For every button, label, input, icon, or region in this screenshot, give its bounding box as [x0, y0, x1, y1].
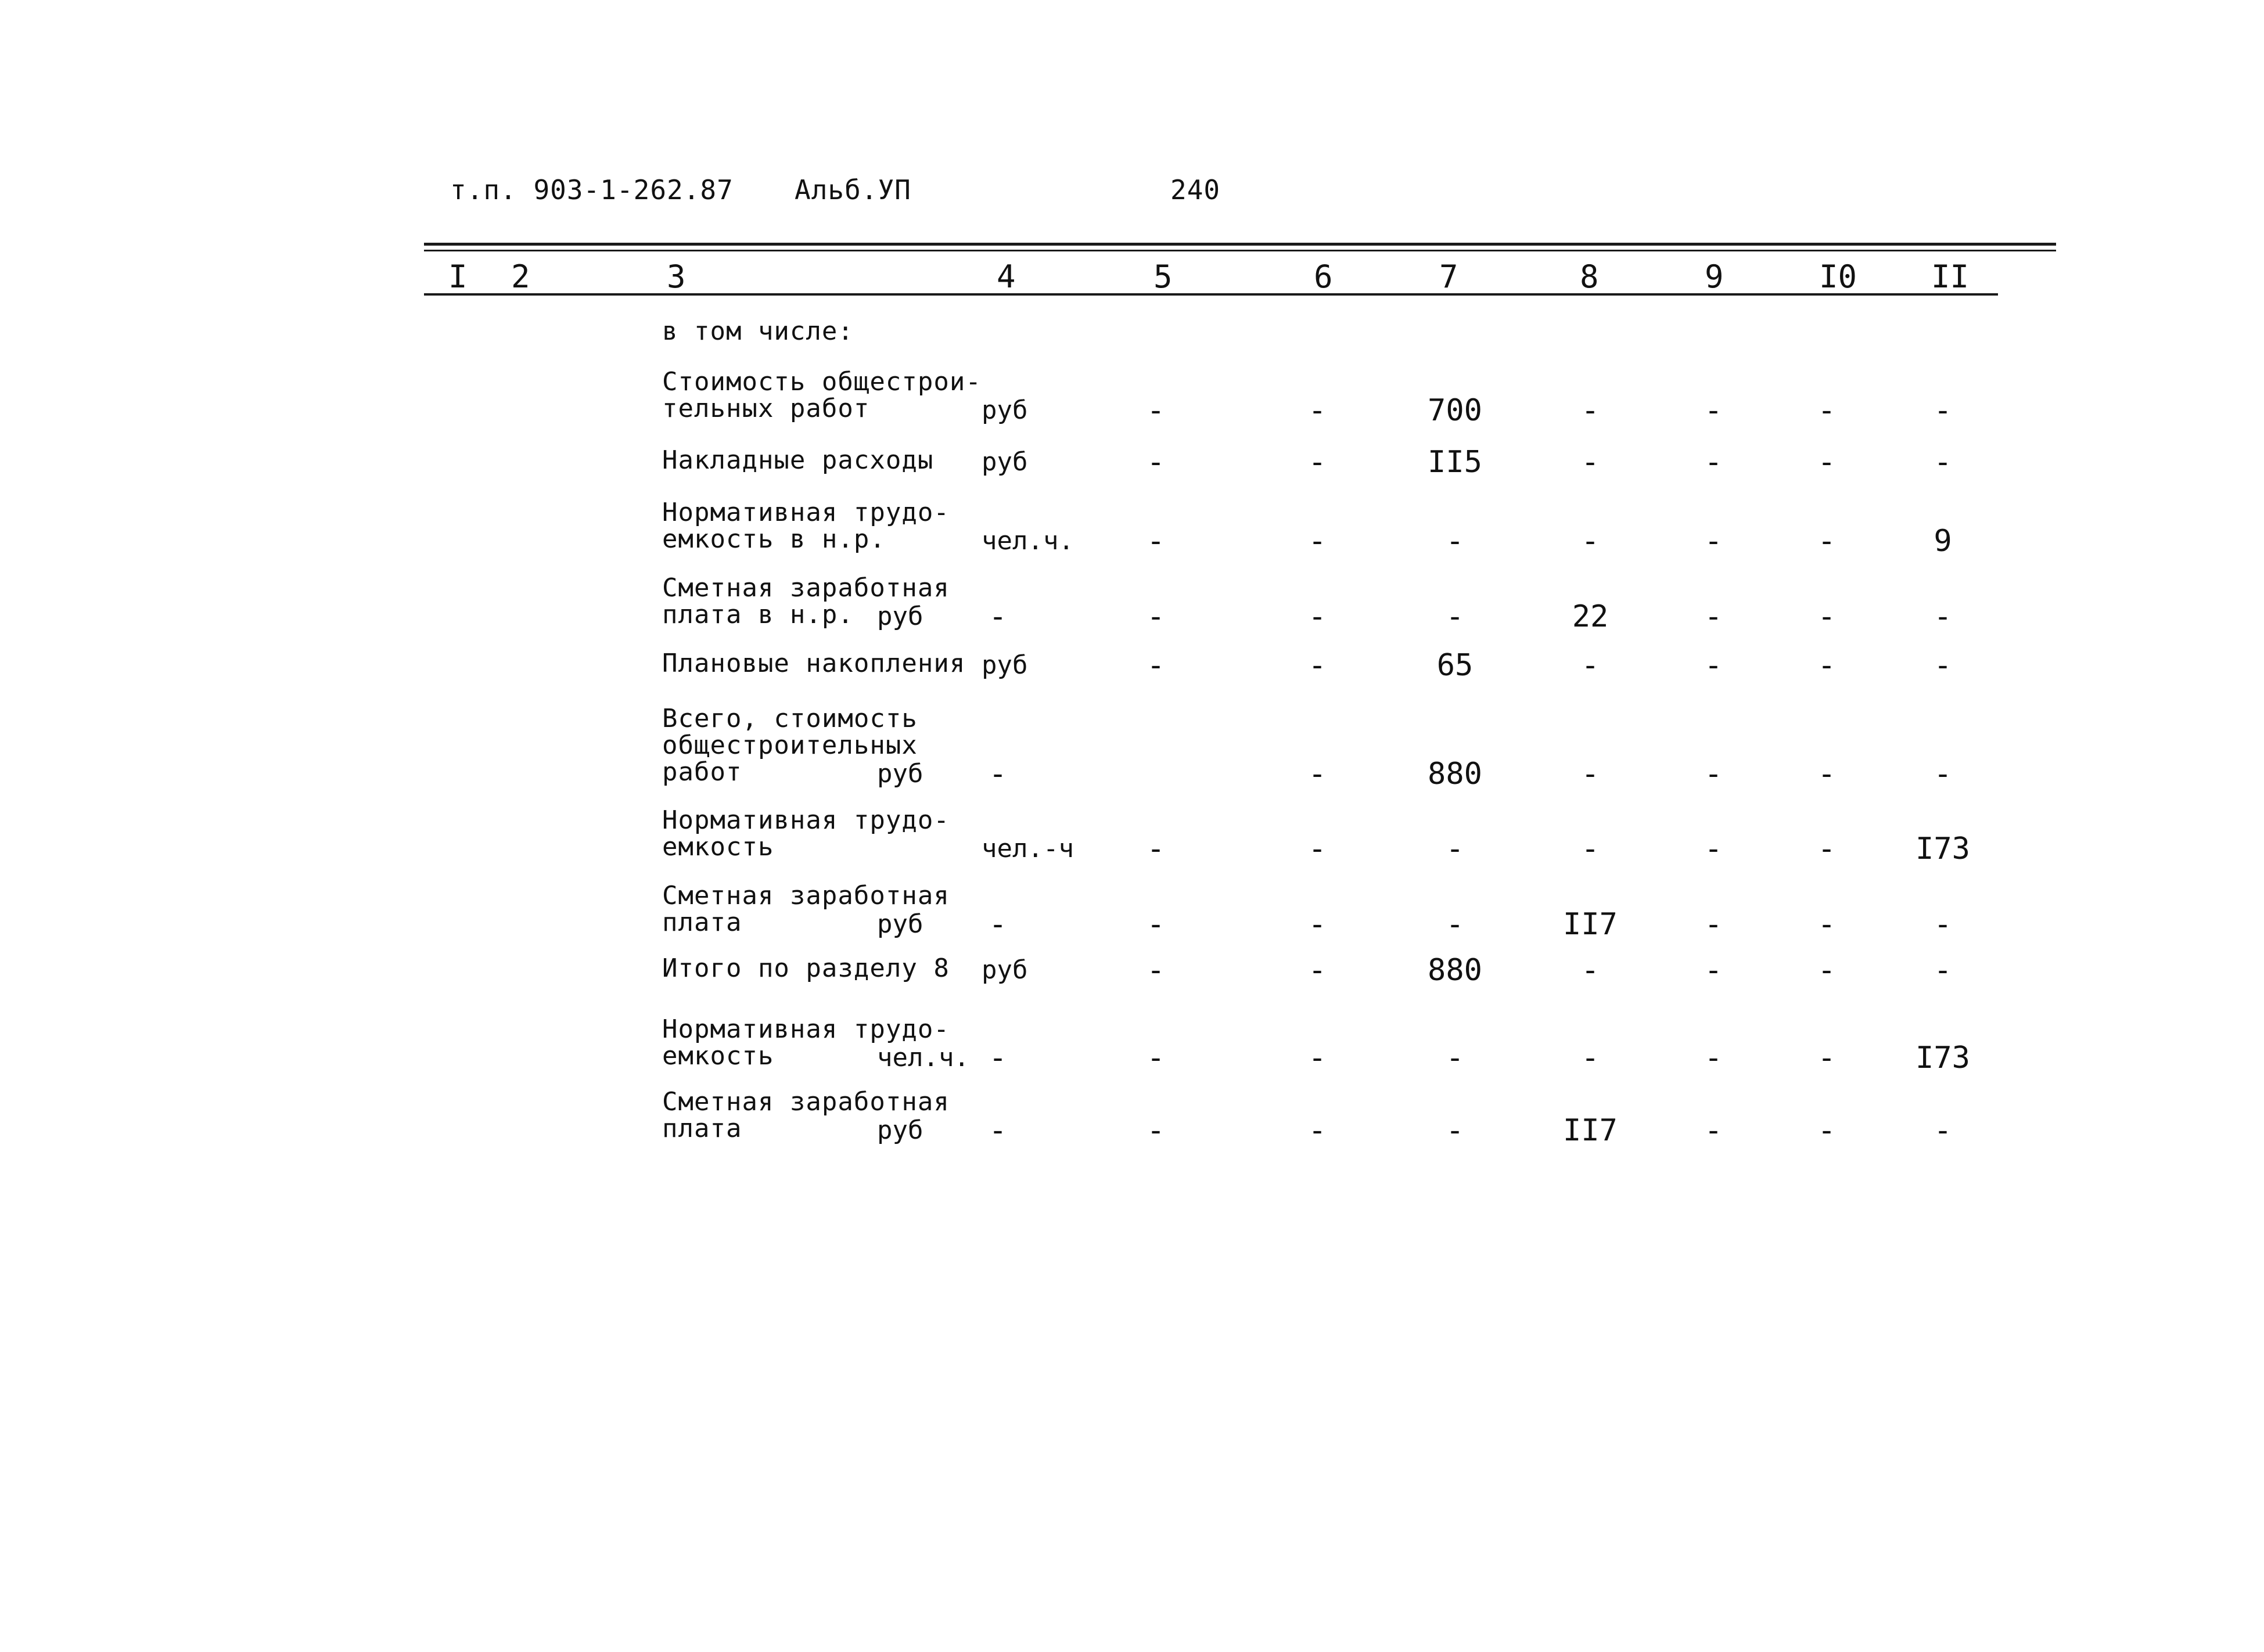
table-cell: - — [1934, 757, 1952, 791]
row-unit: чел.-ч — [982, 834, 1074, 863]
table-cell: - — [1147, 1113, 1165, 1148]
column-number: I — [448, 258, 468, 295]
table-cell: - — [1817, 757, 1836, 791]
table-cell: - — [1581, 1041, 1600, 1075]
table-cell-col4: - — [989, 1041, 1007, 1075]
table-cell: - — [1704, 393, 1723, 428]
table-cell: - — [1817, 393, 1836, 428]
row-description-line: емкость — [662, 1041, 774, 1071]
row-unit: руб — [982, 955, 1028, 985]
table-cell: - — [1147, 953, 1165, 988]
column-number: 4 — [997, 258, 1016, 295]
table-cell: - — [1704, 757, 1723, 791]
table-top-rule-secondary — [424, 250, 2056, 251]
table-cell: - — [1704, 832, 1723, 866]
row-description — [662, 369, 982, 422]
table-cell: - — [1308, 648, 1327, 683]
table-cell-col4: - — [989, 1113, 1007, 1148]
column-number: 2 — [511, 258, 530, 295]
row-description-line: плата в н.р. — [662, 600, 854, 629]
column-number: I0 — [1819, 258, 1857, 295]
table-cell: - — [1704, 524, 1723, 559]
album-label: Альб.УП — [795, 174, 911, 206]
table-cell: - — [1581, 648, 1600, 683]
row-description-line: работ — [662, 757, 742, 787]
table-cell: - — [1446, 599, 1464, 634]
row-description-line: Нормативная трудо- — [662, 498, 950, 527]
table-cell: I73 — [1916, 832, 1970, 866]
table-cell: I73 — [1916, 1041, 1970, 1075]
row-description — [662, 447, 933, 474]
table-cell: - — [1934, 393, 1952, 428]
table-cell-col4: - — [989, 757, 1007, 791]
row-description-line: Стоимость общестрои- — [662, 367, 982, 397]
row-description — [662, 499, 950, 553]
table-cell: 880 — [1428, 953, 1482, 988]
table-cell: - — [1704, 953, 1723, 988]
table-cell: - — [1817, 907, 1836, 942]
row-description-line: Плановые накопления — [662, 649, 966, 678]
table-cell: - — [1817, 1041, 1836, 1075]
table-cell: - — [1147, 599, 1165, 634]
row-description-line: емкость — [662, 832, 774, 862]
table-cell: - — [1704, 445, 1723, 480]
table-cell: - — [1147, 648, 1165, 683]
row-description — [662, 650, 965, 677]
table-cell: - — [1446, 907, 1464, 942]
row-description-line: Итого по разделу 8 — [662, 953, 950, 983]
column-number: 5 — [1153, 258, 1173, 295]
row-unit: руб — [982, 447, 1028, 477]
row-unit: руб — [877, 759, 923, 789]
table-top-rule — [424, 243, 2056, 246]
table-cell: - — [1704, 599, 1723, 634]
table-cell: II7 — [1563, 1113, 1618, 1148]
table-cell: - — [1817, 832, 1836, 866]
table-cell: - — [1308, 1041, 1327, 1075]
table-cell: - — [1581, 445, 1600, 480]
table-cell: 22 — [1572, 599, 1609, 634]
table-cell: - — [1147, 393, 1165, 428]
table-cell: - — [1308, 445, 1327, 480]
table-cell: - — [1446, 1041, 1464, 1075]
row-description — [662, 807, 950, 861]
document-code: т.п. 903-1-262.87 — [450, 174, 734, 206]
row-description-line: Нормативная трудо- — [662, 805, 950, 835]
table-cell: - — [1817, 648, 1836, 683]
table-cell: - — [1934, 648, 1952, 683]
row-description-line: плата — [662, 908, 742, 937]
table-cell: - — [1817, 1113, 1836, 1148]
table-cell-col4: - — [989, 907, 1007, 942]
row-description-line: Всего, стоимость — [662, 704, 918, 733]
table-cell: - — [1934, 953, 1952, 988]
row-description — [662, 955, 950, 982]
table-cell: - — [1934, 907, 1952, 942]
table-cell: - — [1308, 1113, 1327, 1148]
table-cell: - — [1704, 907, 1723, 942]
table-cell: - — [1446, 1113, 1464, 1148]
column-number: II — [1931, 258, 1970, 295]
row-description-line: тельных работ — [662, 394, 870, 423]
table-cell: - — [1581, 953, 1600, 988]
column-header-rule — [424, 293, 1998, 296]
table-cell: - — [1147, 832, 1165, 866]
table-cell: - — [1704, 1113, 1723, 1148]
table-cell: - — [1308, 524, 1327, 559]
table-cell: II7 — [1563, 907, 1618, 942]
table-cell: - — [1308, 757, 1327, 791]
row-unit: руб — [982, 395, 1028, 425]
table-cell: - — [1147, 445, 1165, 480]
table-cell: - — [1817, 524, 1836, 559]
table-cell: - — [1934, 1113, 1952, 1148]
column-number: 7 — [1439, 258, 1458, 295]
row-description-line: Сметная заработная — [662, 881, 950, 910]
table-cell: 700 — [1428, 393, 1482, 428]
table-cell: II5 — [1428, 445, 1482, 480]
table-cell: - — [1147, 907, 1165, 942]
intro-label: в том числе: — [662, 316, 854, 346]
table-cell: - — [1817, 953, 1836, 988]
table-cell: - — [1934, 599, 1952, 634]
table-cell: - — [1446, 524, 1464, 559]
row-description-line: Сметная заработная — [662, 1087, 950, 1117]
row-unit: чел.ч. — [982, 526, 1074, 556]
table-cell: - — [1308, 393, 1327, 428]
row-description-line: Накладные расходы — [662, 445, 934, 475]
table-cell: 65 — [1436, 648, 1474, 683]
row-unit: чел.ч. — [877, 1043, 969, 1072]
table-cell: 880 — [1428, 757, 1482, 791]
table-cell: - — [1581, 832, 1600, 866]
row-unit: руб — [877, 602, 923, 631]
table-cell: - — [1308, 599, 1327, 634]
table-cell: - — [1704, 648, 1723, 683]
table-cell: - — [1704, 1041, 1723, 1075]
table-cell: - — [1147, 524, 1165, 559]
row-description-line: общестроительных — [662, 730, 918, 760]
row-description-line: емкость в н.р. — [662, 524, 886, 554]
table-cell: - — [1817, 599, 1836, 634]
row-unit: руб — [877, 909, 923, 939]
table-cell: - — [1308, 832, 1327, 866]
row-description-line: Сметная заработная — [662, 573, 950, 603]
row-unit: руб — [982, 650, 1028, 680]
column-number: 9 — [1705, 258, 1724, 295]
table-cell: - — [1581, 393, 1600, 428]
row-unit: руб — [877, 1115, 923, 1145]
row-description-line: плата — [662, 1114, 742, 1143]
table-cell: - — [1308, 907, 1327, 942]
table-cell: - — [1581, 757, 1600, 791]
table-cell: - — [1446, 832, 1464, 866]
table-cell: - — [1308, 953, 1327, 988]
column-number: 3 — [667, 258, 686, 295]
table-cell-col4: - — [989, 599, 1007, 634]
row-description-line: Нормативная трудо- — [662, 1014, 950, 1044]
column-number: 6 — [1314, 258, 1333, 295]
table-cell: - — [1934, 445, 1952, 480]
table-cell: - — [1581, 524, 1600, 559]
table-cell: 9 — [1934, 524, 1952, 559]
table-cell: - — [1817, 445, 1836, 480]
column-number: 8 — [1580, 258, 1599, 295]
table-cell: - — [1147, 1041, 1165, 1075]
page-number: 240 — [1170, 174, 1221, 206]
